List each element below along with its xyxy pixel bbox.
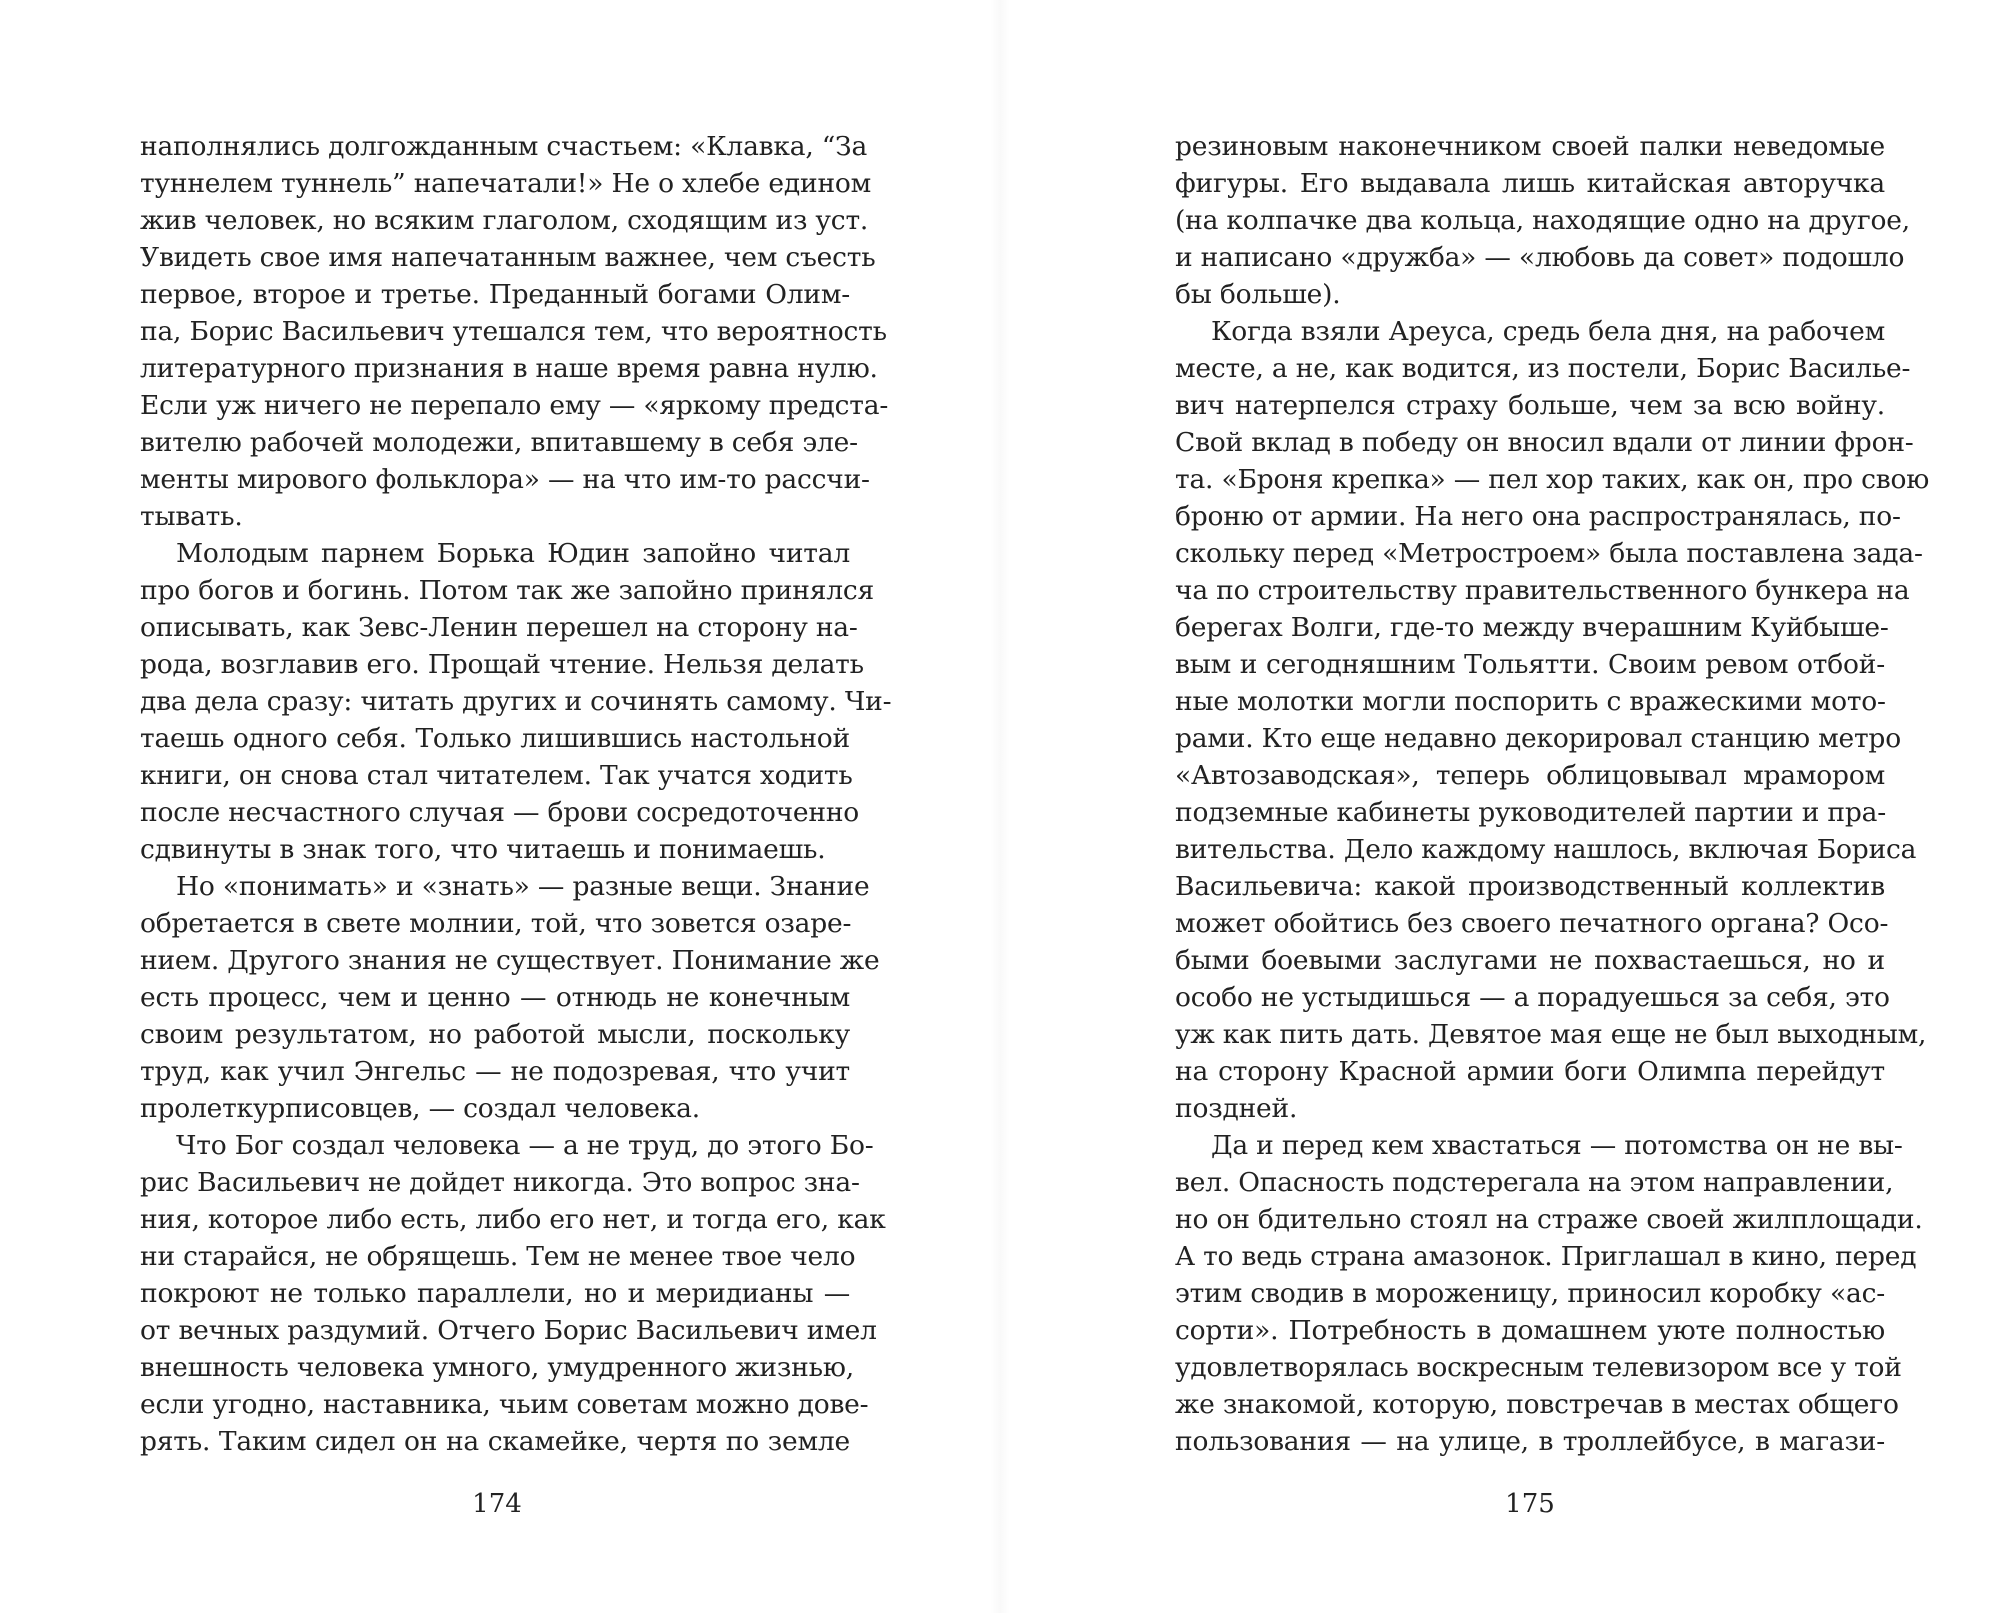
text-line: и написано «дружба» — «любовь да совет» подошло <box>1175 242 1905 273</box>
page-number-left: 174 <box>472 1489 522 1519</box>
text-line: этим сводив в мороженицу, приносил коробку «ас- <box>1175 1278 1885 1309</box>
text-line: Когда взяли Ареуса, средь бела дня, на рабочем <box>1211 316 1885 347</box>
text-line: бы больше). <box>1175 279 1341 310</box>
text-line: быми боевыми заслугами не похвастаешься, но и <box>1175 945 1885 976</box>
text-line: ния, которое либо есть, либо его нет, и тогда его, как <box>140 1204 886 1235</box>
text-line: первое, второе и третье. Преданный богами Олим- <box>140 279 850 310</box>
text-line: вич натерпелся страху больше, чем за всю войну. <box>1175 390 1885 421</box>
text-line: тывать. <box>140 501 243 532</box>
text-line: па, Борис Васильевич утешался тем, что вероятность <box>140 316 887 347</box>
text-line: ча по строительству правительственного бункера на <box>1175 575 1910 606</box>
text-line: Если уж ничего не перепало ему — «яркому предста- <box>140 390 889 421</box>
text-line: рами. Кто еще недавно декорировал станцию метро <box>1175 723 1901 754</box>
text-line: своим результатом, но работой мысли, поскольку <box>140 1019 850 1050</box>
text-line: А то ведь страна амазонок. Приглашал в кино, перед <box>1175 1241 1917 1272</box>
text-line: (на колпачке два кольца, находящие одно на другое, <box>1175 205 1910 236</box>
text-line: скольку перед «Метростроем» была поставлена зада- <box>1175 538 1923 569</box>
text-line: после несчастного случая — брови сосредоточенно <box>140 797 860 828</box>
text-line: таешь одного себя. Только лишившись настольной <box>140 723 850 754</box>
text-line: рис Васильевич не дойдет никогда. Это вопрос зна- <box>140 1167 860 1198</box>
text-line: сорти». Потребность в домашнем уюте полностью <box>1175 1315 1885 1346</box>
text-line: подземные кабинеты руководителей партии и пра- <box>1175 797 1887 828</box>
text-line: рять. Таким сидел он на скамейке, чертя по земле <box>140 1426 850 1457</box>
text-line: на сторону Красной армии боги Олимпа перейдут <box>1175 1056 1885 1087</box>
text-line: пользования — на улице, в троллейбусе, в магази- <box>1175 1426 1885 1457</box>
text-line: Увидеть свое имя напечатанным важнее, чем съесть <box>140 242 876 273</box>
text-line: Васильевича: какой производственный коллектив <box>1175 871 1885 902</box>
text-line: берегах Волги, где-то между вчерашним Куйбыше- <box>1175 612 1889 643</box>
text-line: литературного признания в наше время равна нулю. <box>140 353 878 384</box>
text-line: наполнялись долгожданным счастьем: «Клавка, “За <box>140 131 868 162</box>
text-line: пролеткурписовцев, — создал человека. <box>140 1093 700 1124</box>
text-line: фигуры. Его выдавала лишь китайская авторучка <box>1175 168 1885 199</box>
text-line: от вечных раздумий. Отчего Борис Васильевич имел <box>140 1315 877 1346</box>
text-line: два дела сразу: читать других и сочинять самому. Чи- <box>140 686 892 717</box>
text-line: про богов и богинь. Потом так же запойно принялся <box>140 575 875 606</box>
text-line: уж как пить дать. Девятое мая еще не был выходным, <box>1175 1019 1927 1050</box>
text-line: броню от армии. На него она распространялась, по- <box>1175 501 1901 532</box>
text-line: описывать, как Зевс-Ленин перешел на сторону на- <box>140 612 858 643</box>
text-line: поздней. <box>1175 1093 1298 1124</box>
text-line: Что Бог создал человека — а не труд, до этого Бо- <box>176 1130 874 1161</box>
text-line: есть процесс, чем и ценно — отнюдь не конечным <box>140 982 850 1013</box>
text-line: же знакомой, которую, повстречав в местах общего <box>1175 1389 1899 1420</box>
text-line: вел. Опасность подстерегала на этом направлении, <box>1175 1167 1894 1198</box>
text-line: вителю рабочей молодежи, впитавшему в себя эле- <box>140 427 858 458</box>
text-line: Да и перед кем хвастаться — потомства он не вы- <box>1211 1130 1903 1161</box>
text-line: туннелем туннель” напечатали!» Не о хлебе едином <box>140 168 872 199</box>
text-line: может обойтись без своего печатного органа? Осо- <box>1175 908 1889 939</box>
text-line: покроют не только параллели, но и меридианы — <box>140 1278 850 1309</box>
text-line: ни старайся, не обрящешь. Тем не менее твое чело <box>140 1241 856 1272</box>
right-page <box>1175 128 1930 1460</box>
text-line: рода, возглавив его. Прощай чтение. Нельзя делать <box>140 649 864 680</box>
text-line: вым и сегодняшним Тольятти. Своим ревом отбой- <box>1175 649 1885 680</box>
left-page <box>140 128 892 1460</box>
text-line: книги, он снова стал читателем. Так учатся ходить <box>140 760 853 791</box>
text-line: особо не устыдишься — а порадуешься за себя, это <box>1175 982 1890 1013</box>
text-line: труд, как учил Энгельс — не подозревая, что учит <box>140 1056 850 1087</box>
text-line: менты мирового фольклора» — на что им-то рассчи- <box>140 464 870 495</box>
text-line: удовлетворялась воскресным телевизором все у той <box>1175 1352 1902 1383</box>
text-line: если угодно, наставника, чьим советам можно дове- <box>140 1389 869 1420</box>
text-line: обретается в свете молнии, той, что зовется озаре- <box>140 908 852 939</box>
text-line: месте, а не, как водится, из постели, Борис Василье- <box>1175 353 1911 384</box>
text-line: ные молотки могли поспорить с вражескими мото- <box>1175 686 1886 717</box>
book-gutter <box>990 0 1010 1613</box>
page-number-right: 175 <box>1505 1489 1555 1519</box>
text-line: жив человек, но всяким глаголом, сходящим из уст. <box>140 205 869 236</box>
text-line: но он бдительно стоял на страже своей жилплощади. <box>1175 1204 1923 1235</box>
text-line: та. «Броня крепка» — пел хор таких, как он, про свою <box>1175 464 1930 495</box>
text-line: нием. Другого знания не существует. Понимание же <box>140 945 880 976</box>
text-line: «Автозаводская», теперь облицовывал мрамором <box>1175 760 1885 791</box>
text-line: внешность человека умного, умудренного жизнью, <box>140 1352 854 1383</box>
text-line: Свой вклад в победу он вносил вдали от линии фрон- <box>1175 427 1914 458</box>
text-line: вительства. Дело каждому нашлось, включая Бориса <box>1175 834 1917 865</box>
text-line: Молодым парнем Борька Юдин запойно читал <box>176 538 850 569</box>
text-line: сдвинуты в знак того, что читаешь и понимаешь. <box>140 834 826 865</box>
text-line: резиновым наконечником своей палки неведомые <box>1175 131 1885 162</box>
text-line: Но «понимать» и «знать» — разные вещи. Знание <box>176 871 870 902</box>
